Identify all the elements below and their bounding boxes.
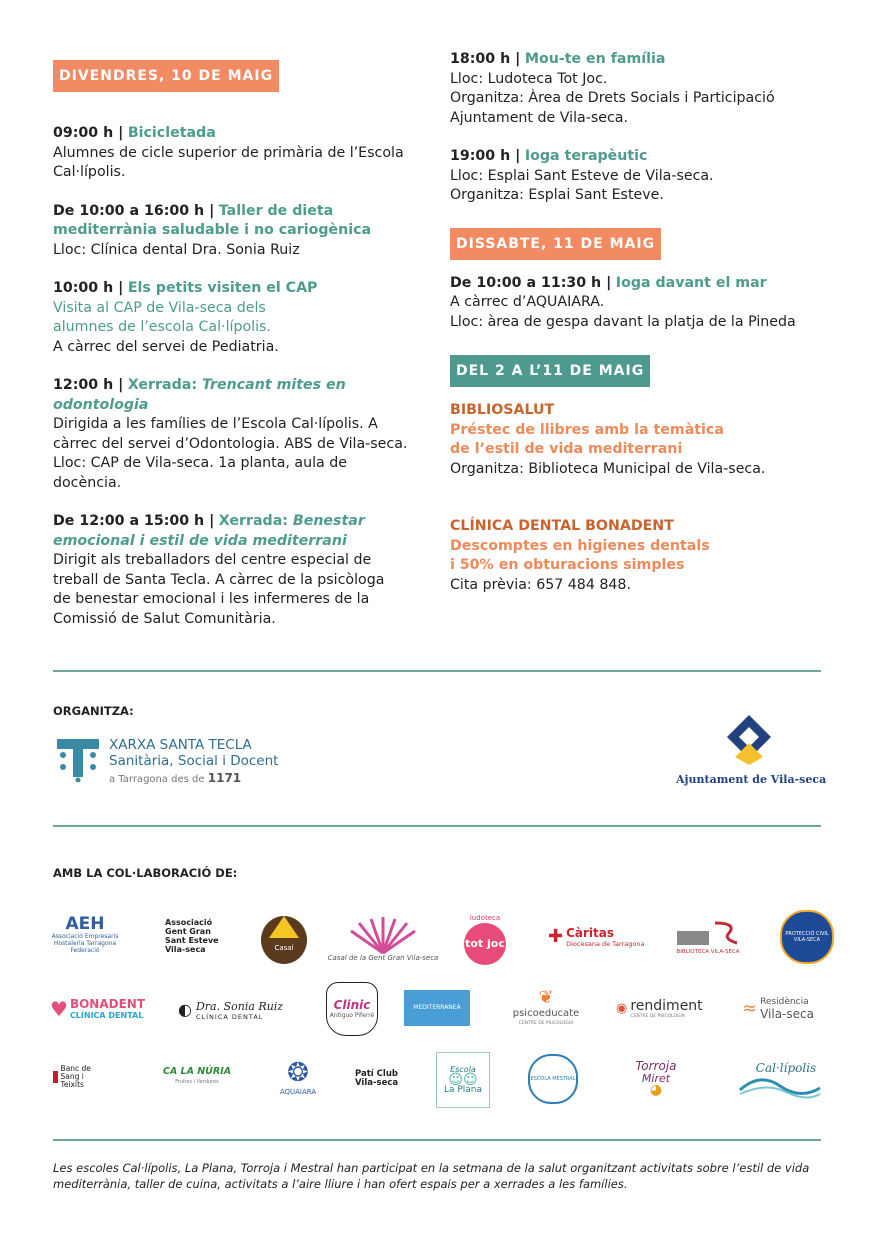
footer-note: Les escoles Cal·lípolis, La Plana, Torroja i Mestral han participat en la setmana de la salut organitzant activitats sobre l’estil de vida mediterrània, taller de cuina, activitats a l’aire lliure i han ofert espais per a xerrades a les famílies. bbox=[53, 1161, 810, 1191]
fan-logo-icon bbox=[327, 913, 439, 962]
children-icon: ☺☺ bbox=[448, 1072, 478, 1088]
partner-escola-la-plana[interactable]: Escola ☺☺ La Plana bbox=[436, 1052, 490, 1108]
partner-ca-la-nuria[interactable]: CA LA NÚRIA Fruites i Verdures bbox=[162, 1066, 232, 1085]
partner-tot-joc[interactable]: ludoteca tot joc bbox=[455, 910, 515, 968]
partner-banc-de-sang[interactable]: Banc de Sang i Teixits bbox=[53, 1066, 107, 1088]
wave-icon: ≈ bbox=[742, 998, 758, 1019]
svg-text:Casal: Casal bbox=[274, 944, 294, 952]
partner-caritas[interactable]: ✚ Càritas Diocesana de Tarragona bbox=[548, 925, 645, 948]
event-bicicletada: 09:00 h | Bicicletada Alumnes de cicle superior de primària de l’Escola Cal·lípolis. bbox=[53, 125, 404, 180]
partner-callipolis[interactable] bbox=[736, 1058, 824, 1100]
partner-residencia[interactable]: ≈ Residència Vila-seca bbox=[742, 997, 814, 1021]
callipolis-wave-icon bbox=[736, 1058, 824, 1100]
partner-bonadent[interactable]: ♥ BONADENT CLÍNICA DENTAL bbox=[50, 997, 146, 1021]
right-column bbox=[450, 50, 830, 614]
partner-escola-mestral[interactable]: ESCOLA MESTRAL bbox=[528, 1054, 578, 1104]
partner-casal-gent-gran[interactable] bbox=[327, 912, 439, 962]
item-bonadent: CLÍNICA DENTAL BONADENT Descomptes en higienes dentals i 50% en obturacions simples Cita prèvia: 657 484 848. bbox=[450, 518, 710, 593]
partner-pati-club[interactable]: Patí Club Vila-seca bbox=[355, 1068, 399, 1088]
event-xerrada-benestar: De 12:00 a 15:00 h | Xerrada: Benestar emocional i estil de vida mediterrani Dirigit als treballadors del centre especial de treball de Santa Tecla. A càrrec de la psicòloga de benestar emocional i les infermeres de la Comissió de Salut Comunitària. bbox=[53, 513, 385, 627]
tooth-icon: ♥ bbox=[50, 997, 68, 1021]
partner-dra-sonia-ruiz[interactable]: ◐ Dra. Sonia Ruiz CLÍNICA DENTAL bbox=[178, 999, 284, 1021]
range-header: DEL 2 A L’11 DE MAIG bbox=[450, 355, 650, 387]
collab-heading: AMB LA COL·LABORACIÓ DE: bbox=[53, 866, 238, 880]
divider-2 bbox=[53, 825, 821, 827]
tau-cross-icon bbox=[53, 733, 103, 783]
divider-1 bbox=[53, 670, 821, 672]
biblioteca-icon bbox=[675, 919, 741, 947]
partner-psicoeducate[interactable]: ❦ psicoeducate CENTRE DE PSICOLOGIA bbox=[512, 986, 580, 1026]
ajuntament-diamond-icon bbox=[725, 713, 773, 765]
item-bibliosalut: BIBLIOSALUT Préstec de llibres amb la temàtica de l’estil de vida mediterrani Organitza: Biblioteca Municipal de Vila-seca. bbox=[450, 402, 766, 477]
event-xerrada-mites: 12:00 h | Xerrada: Trencant mites en odontologia Dirigida a les famílies de l’Escola Cal·lípolis. A càrrec del servei d’Odontologia. ABS de Vila-seca. Lloc: CAP de Vila-seca. 1a planta, aula de docència. bbox=[53, 377, 408, 491]
partner-biblioteca[interactable]: BIBLIOTECA VILA-SECA bbox=[673, 918, 743, 958]
friday-header: DIVENDRES, 10 DE MAIG bbox=[53, 60, 279, 92]
friday-column bbox=[53, 60, 433, 648]
xarxa-santa-tecla-logo[interactable]: XARXA SANTA TECLA Sanitària, Social i Docent a Tarragona des de 1171 bbox=[53, 733, 313, 785]
divider-3 bbox=[53, 1139, 821, 1141]
aquaiara-icon: ❂ bbox=[287, 1058, 309, 1088]
banc-sang-mark bbox=[53, 1071, 58, 1083]
event-ioga-terapeutic: 19:00 h | Ioga terapèutic Lloc: Esplai Sant Esteve de Vila-seca. Organitza: Esplai Sant Esteve. bbox=[450, 148, 714, 203]
saturday-header: DISSABTE, 11 DE MAIG bbox=[450, 228, 661, 260]
svg-text:Casal de la Gent Gran Vila-sec: Casal de la Gent Gran Vila-seca bbox=[327, 954, 439, 962]
partner-aeh[interactable]: AEH Associació Empresaris Hostaleria Tarragona Federació bbox=[51, 913, 119, 954]
event-taller-dieta: De 10:00 a 16:00 h | Taller de dieta mediterrània saludable i no cariogènica Lloc: Clínica dental Dra. Sonia Ruiz bbox=[53, 202, 372, 258]
event-petits-cap: 10:00 h | Els petits visiten el CAP Visita al CAP de Vila-seca dels alumnes de l’escola Cal·lípolis. A càrrec del servei de Pediatria. bbox=[53, 280, 318, 355]
tooth-outline-icon: ◐ bbox=[178, 1000, 192, 1019]
partner-rendiment[interactable]: ◉ rendiment CENTRE DE PSICOLOGIA bbox=[616, 997, 703, 1019]
brain-icon: ❦ bbox=[538, 986, 554, 1008]
event-ioga-mar: De 10:00 a 11:30 h | Ioga davant el mar A càrrec d’AQUAIARA. Lloc: àrea de gespa davant la platja de la Pineda bbox=[450, 274, 796, 330]
partner-torroja-miret[interactable]: Torroja Miret ◕ bbox=[635, 1058, 677, 1098]
partner-mediterranea[interactable]: MEDITERRANEA bbox=[404, 990, 470, 1026]
palette-icon: ◕ bbox=[649, 1081, 663, 1098]
partner-aquaiara[interactable]: ❂ AQUAIARA bbox=[279, 1058, 317, 1096]
rendiment-icon: ◉ bbox=[616, 1001, 628, 1016]
partner-casal-logo[interactable] bbox=[258, 910, 310, 966]
partner-gent-gran[interactable]: Associació Gent Gran Sant Esteve Vila-seca bbox=[165, 918, 219, 954]
organizers-heading: ORGANITZA: bbox=[53, 704, 134, 718]
partner-proteccio-civil[interactable]: PROTECCIÓ CIVIL VILA-SECA bbox=[780, 910, 834, 964]
partner-clinic[interactable]: Clinic Antiguo Piferré bbox=[326, 982, 378, 1036]
ajuntament-vila-seca-logo[interactable]: Ajuntament de Vila-seca bbox=[676, 713, 824, 793]
casal-logo-icon bbox=[259, 910, 309, 966]
cross-icon: ✚ bbox=[548, 926, 564, 947]
event-mou-te: 18:00 h | Mou-te en família Lloc: Ludoteca Tot Joc. Organitza: Àrea de Drets Socials i Participació Ajuntament de Vila-seca. bbox=[450, 51, 775, 126]
svg-text:Cal·lípolis: Cal·lípolis bbox=[755, 1061, 817, 1075]
